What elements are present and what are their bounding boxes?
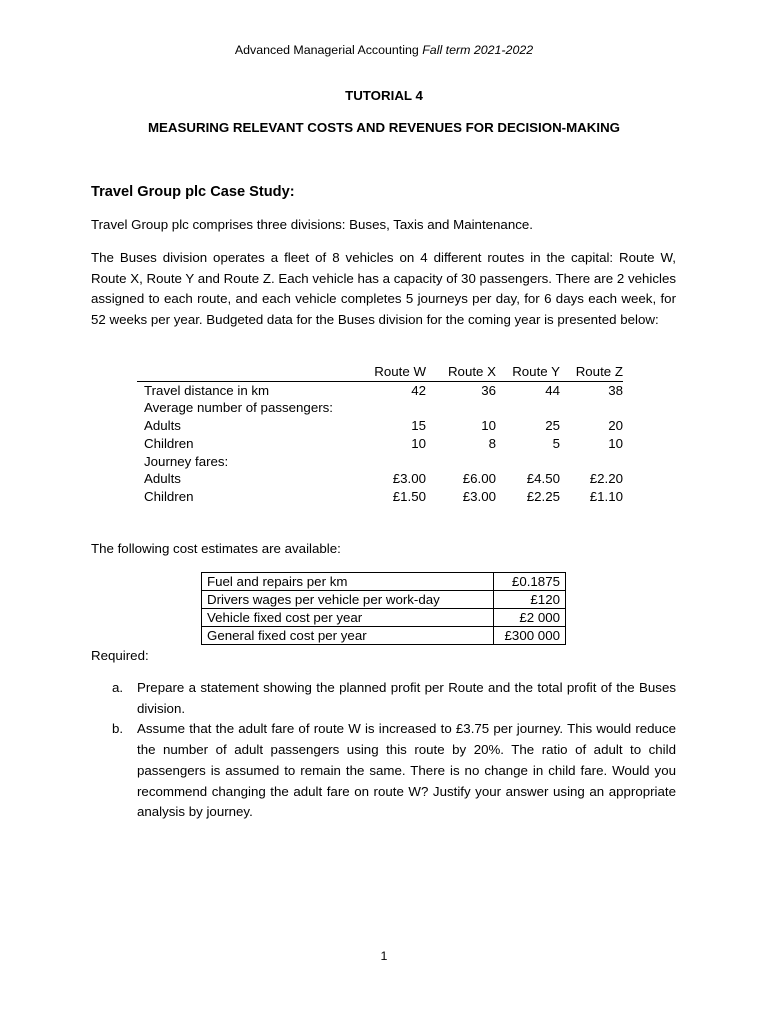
row-label: Children xyxy=(144,488,194,504)
table-cell xyxy=(496,453,560,471)
row-label: Journey fares: xyxy=(144,453,229,469)
table-cell: £4.50 xyxy=(526,471,560,487)
list-item xyxy=(112,678,676,719)
case-heading: Travel Group plc Case Study: xyxy=(91,184,295,200)
table-cell: £3.00 xyxy=(462,488,496,504)
table-cell xyxy=(560,453,623,471)
description-paragraph: The Buses division operates a fleet of 8 vehicles on 4 different routes in the capital: Route W, Route X, Route Y and Route Z. Each vehicle has a capacity of 30 passengers. There are 2 vehicles assigned to each route, and each vehicle completes 5 journeys per day, for 6 days each week, for 52 weeks per year. Budgeted data for the Buses division for the coming year is presented below: xyxy=(91,250,676,327)
cost-label: Drivers wages per vehicle per work-day xyxy=(202,591,494,609)
table-cell: 36 xyxy=(481,382,496,398)
table-cell xyxy=(426,453,496,471)
table-row xyxy=(202,609,566,627)
page-subtitle: MEASURING RELEVANT COSTS AND REVENUES FOR DECISION-MAKING xyxy=(147,120,621,135)
table-row xyxy=(137,417,623,435)
table-cell: 10 xyxy=(481,418,496,434)
table-cell: 8 xyxy=(488,435,496,451)
routes-table xyxy=(137,363,623,506)
required-label: Required: xyxy=(91,648,149,663)
table-row xyxy=(202,591,566,609)
intro-paragraph: Travel Group plc comprises three divisions: Buses, Taxis and Maintenance. xyxy=(91,217,533,232)
table-cell: 10 xyxy=(411,435,426,451)
table-row xyxy=(202,573,566,591)
row-label: Travel distance in km xyxy=(144,382,270,398)
cost-label: General fixed cost per year xyxy=(202,627,494,645)
cost-intro: The following cost estimates are available: xyxy=(91,541,341,556)
page-number: 1 xyxy=(380,949,388,963)
course-name: Advanced Managerial Accounting xyxy=(234,43,419,57)
routes-header-row xyxy=(137,363,623,381)
table-cell xyxy=(560,399,623,417)
table-cell: £2.25 xyxy=(526,488,560,504)
list-item xyxy=(112,719,676,823)
page-header xyxy=(0,43,768,57)
cost-table xyxy=(201,572,566,645)
term-label: Fall term 2021-2022 xyxy=(422,43,534,57)
column-header: Route Z xyxy=(560,363,623,381)
table-row xyxy=(137,435,623,453)
table-row xyxy=(137,381,623,399)
row-label: Adults xyxy=(144,418,181,434)
table-row xyxy=(202,627,566,645)
table-cell: 5 xyxy=(552,435,560,451)
routes-header-blank xyxy=(137,363,357,381)
table-cell xyxy=(496,399,560,417)
cost-label: Vehicle fixed cost per year xyxy=(202,609,494,627)
cost-value: £300 000 xyxy=(494,627,566,645)
table-cell: 38 xyxy=(608,382,623,398)
table-cell xyxy=(357,399,426,417)
cost-value: £0.1875 xyxy=(494,573,566,591)
table-cell xyxy=(357,453,426,471)
row-label: Children xyxy=(144,435,194,451)
column-header: Route W xyxy=(357,363,426,381)
column-header: Route Y xyxy=(496,363,560,381)
table-cell xyxy=(426,399,496,417)
table-row xyxy=(137,470,623,488)
requirements-list xyxy=(112,678,676,823)
row-label: Average number of passengers: xyxy=(144,400,333,416)
table-cell: £6.00 xyxy=(462,471,496,487)
table-cell: 15 xyxy=(411,418,426,434)
table-row xyxy=(137,399,623,417)
row-label: Adults xyxy=(144,471,181,487)
list-marker: a. xyxy=(112,680,124,695)
cost-label: Fuel and repairs per km xyxy=(202,573,494,591)
table-cell: £1.50 xyxy=(392,488,426,504)
table-cell: 20 xyxy=(608,418,623,434)
table-cell: £2.20 xyxy=(589,471,623,487)
cost-value: £120 xyxy=(494,591,566,609)
cost-value: £2 000 xyxy=(494,609,566,627)
table-cell: 10 xyxy=(608,435,623,451)
column-header: Route X xyxy=(426,363,496,381)
table-cell: £3.00 xyxy=(392,471,426,487)
list-item-text: Prepare a statement showing the planned profit per Route and the total profit of the Buses division. xyxy=(137,680,676,716)
table-cell: £1.10 xyxy=(589,488,623,504)
list-item-text: Assume that the adult fare of route W is increased to £3.75 per journey. This would reduce the number of adult passengers using this route by 20%. The ratio of adult to child passengers is assumed to remain the same. There is no change in child fare. Would you recommend changing the adult fare on route W? Justify your answer using an appropriate analysis by journey. xyxy=(137,721,676,820)
tutorial-title: TUTORIAL 4 xyxy=(345,88,423,103)
table-cell: 42 xyxy=(411,382,426,398)
table-row xyxy=(137,488,623,506)
table-row xyxy=(137,453,623,471)
table-cell: 44 xyxy=(545,382,560,398)
list-marker: b. xyxy=(112,721,124,737)
table-cell: 25 xyxy=(545,418,560,434)
